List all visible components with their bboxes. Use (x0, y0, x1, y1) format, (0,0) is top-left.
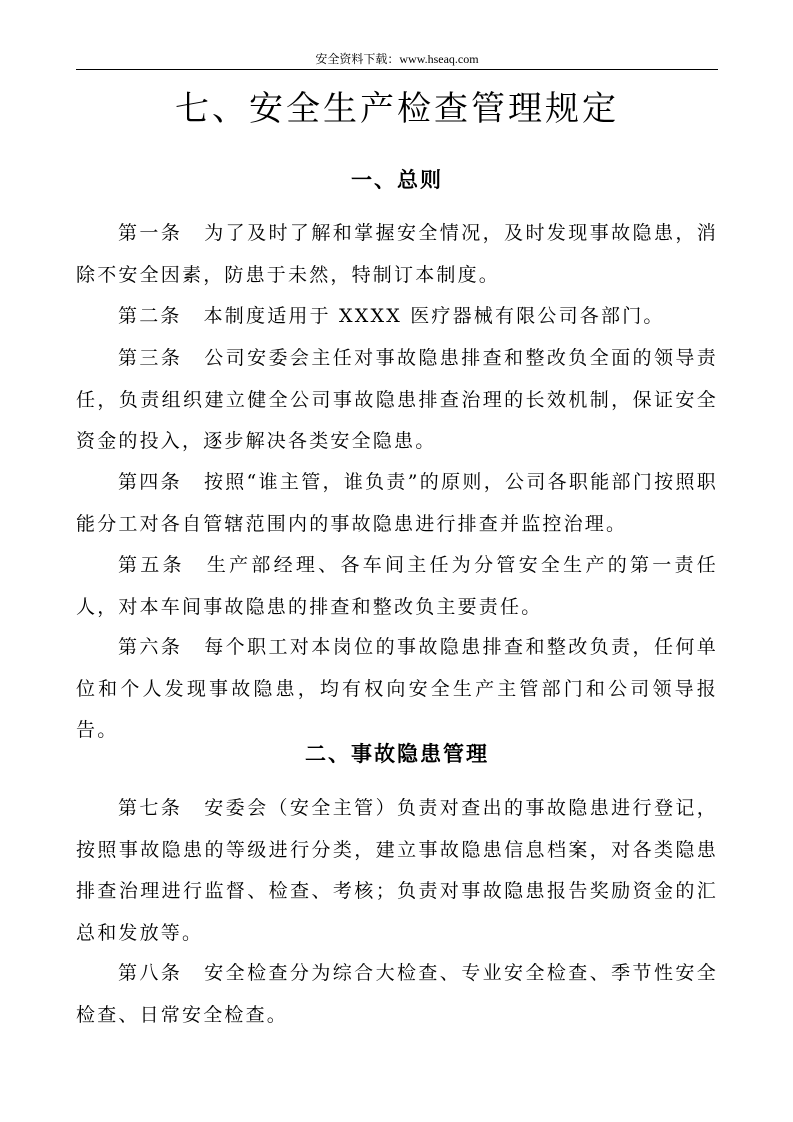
article-text: 生产部经理、各车间主任为分管安全生产的第一责任人，对本车间事故隐患的排查和整改负主要责任。 (76, 554, 718, 618)
article-text: 安委会（安全主管）负责对查出的事故隐患进行登记，按照事故隐患的等级进行分类，建立事故隐患信息档案，对各类隐患排查治理进行监督、检查、考核；负责对事故隐患报告奖励资金的汇总和发放等。 (76, 797, 718, 944)
article-text: 按照“谁主管，谁负责”的原则，公司各职能部门按照职能分工对各自管辖范围内的事故隐患进行排查并监控治理。 (76, 471, 718, 535)
article-number: 第八条 (118, 962, 183, 984)
article-number: 第六条 (118, 636, 183, 658)
article-number: 第二条 (118, 305, 182, 327)
article-text: 为了及时了解和掌握安全情况，及时发现事故隐患，消除不安全因素，防患于未然，特制订本制度。 (76, 222, 718, 286)
article-number: 第七条 (118, 797, 183, 819)
section-heading-hazard-management: 二、事故隐患管理 (305, 742, 489, 766)
section-heading-general: 一、总则 (351, 168, 443, 192)
article-4 (76, 462, 718, 545)
article-1 (76, 213, 718, 296)
document-title: 七、安全生产检查管理规定 (175, 89, 619, 129)
article-7 (76, 788, 718, 954)
article-5 (76, 545, 718, 628)
article-3 (76, 338, 718, 463)
article-text: 安全检查分为综合大检查、专业安全检查、季节性安全检查、日常安全检查。 (76, 962, 718, 1026)
article-number: 第五条 (118, 554, 185, 576)
article-text: 每个职工对本岗位的事故隐患排查和整改负责，任何单位和个人发现事故隐患，均有权向安全生产主管部门和公司领导报告。 (76, 636, 718, 741)
page-header: 安全资料下载：www.hseaq.com (315, 52, 479, 66)
header-divider (76, 69, 718, 70)
article-number: 第三条 (118, 347, 183, 369)
article-number: 第一条 (118, 222, 183, 244)
article-text: 本制度适用于 XXXX 医疗器械有限公司各部门。 (203, 305, 665, 327)
article-6 (76, 627, 718, 752)
article-2 (76, 296, 718, 338)
article-8 (76, 953, 718, 1036)
article-number: 第四条 (118, 471, 182, 493)
article-text: 公司安委会主任对事故隐患排查和整改负全面的领导责任，负责组织建立健全公司事故隐患排查治理的长效机制，保证安全资金的投入，逐步解决各类安全隐患。 (76, 347, 718, 452)
